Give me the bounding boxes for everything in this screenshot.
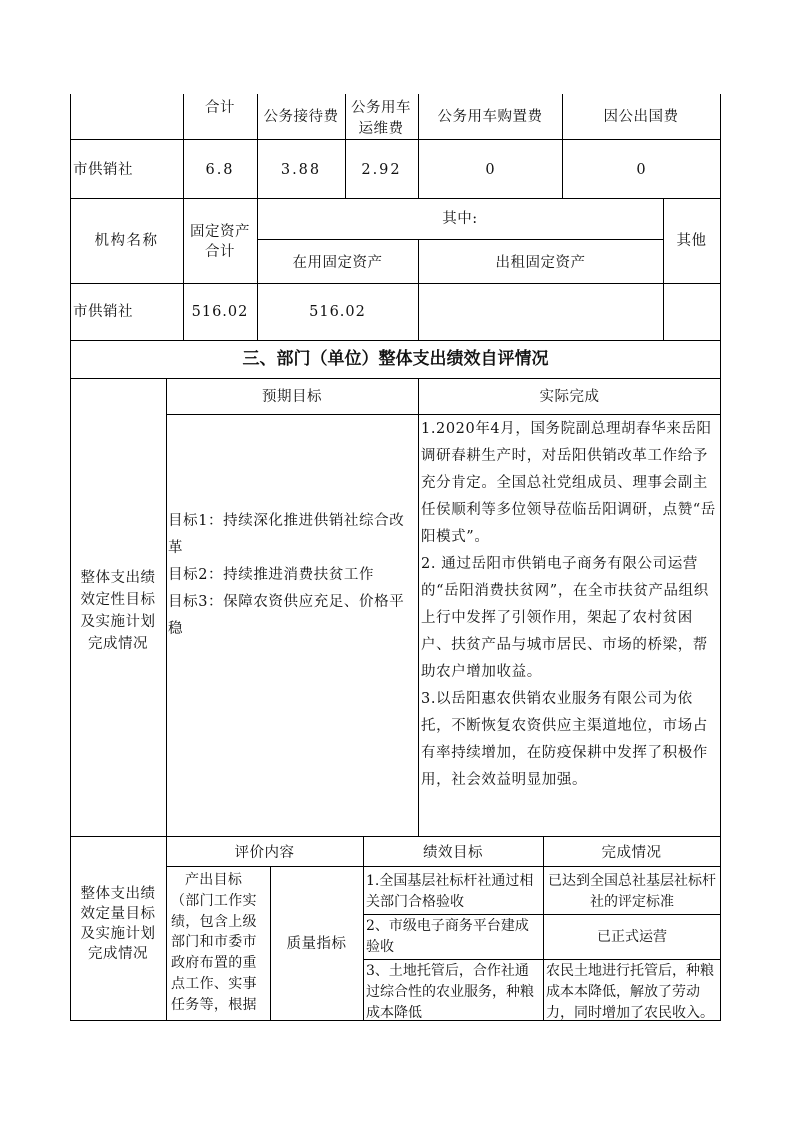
expense-header-vehicle-operation: 公务用车运维费 [351,100,411,137]
expense-row-reception: 3.88 [280,162,322,178]
assets-row-in-use: 516.02 [309,304,366,320]
expense-header-total: 合计 [205,100,235,116]
qualitative-col-expected: 预期目标 [262,389,322,405]
assets-row-fixed-total: 516.02 [191,304,249,320]
qualitative-col-actual: 实际完成 [539,389,600,405]
expense-header-vehicle-purchase: 公务用车购置费 [437,109,543,125]
expected-goal-2: 目标2：持续推进消费扶贫工作 [168,567,375,583]
assets-header-in-use: 在用固定资产 [292,255,383,271]
assets-header-org-name: 机构名称 [94,233,159,249]
quantitative-col-target: 绩效目标 [423,845,483,861]
expense-row-overseas: 0 [636,162,646,178]
target-row-1: 1.全国基层社标杆社通过相关部门合格验收 [366,873,534,910]
actual-item-1: 1.2020年4月，国务院副总理胡春华来岳阳调研春耕生产时，对岳阳供销改革工作给予充分肯定。全国总社党组成员、理事会副主任侯顺利等多位领导莅临岳阳调研，点赞“岳阳模式”。 [421,421,716,545]
actual-item-2: 2. 通过岳阳市供销电子商务有限公司运营的“岳阳消费扶贫网”，在全市扶贫产品组织上行中发挥了引领作用，架起了农村贫困户、扶贫产品与城市居民、市场的桥梁，帮助农户增加收益。 [421,556,709,680]
done-row-2: 已正式运营 [597,929,667,945]
expense-header-reception: 公务接待费 [263,109,339,125]
expected-goal-3: 目标3：保障农资供应充足、价格平稳 [168,594,405,637]
expense-row-vehicle-operation: 2.92 [361,162,402,178]
expense-row-org: 市供销社 [73,162,133,178]
done-row-1: 已达到全国总社基层社标杆社的评定标准 [548,873,716,910]
assets-row-org: 市供销社 [73,304,133,320]
quality-indicator-label: 质量指标 [286,936,347,952]
assets-header-leased: 出租固定资产 [495,255,586,271]
quantitative-row-label: 整体支出绩效定量目标及实施计划完成情况 [80,886,156,962]
qualitative-row-label: 整体支出绩效定性目标及实施计划完成情况 [80,570,156,652]
expense-row-vehicle-purchase: 0 [485,162,495,178]
target-row-3: 3、土地托管后，合作社通过综合性的农业服务，种粮成本降低 [366,963,534,1021]
quantitative-col-done: 完成情况 [601,845,662,861]
assets-header-of-which: 其中: [442,211,478,227]
section-title: 三、部门（单位）整体支出绩效自评情况 [242,349,549,369]
assets-header-fixed-total: 固定资产合计 [190,224,250,260]
output-target-label: 产出目标（部门工作实绩，包含上级部门和市委市政府布置的重点工作、实事任务等，根据 [171,872,257,1013]
expected-goal-1: 目标1：持续深化推进供销社综合改革 [168,513,405,556]
done-row-3: 农民土地进行托管后，种粮成本本降低，解放了劳动力，同时增加了农民收入。 [546,963,714,1021]
actual-item-3: 3.以岳阳惠农供销农业服务有限公司为依托，不断恢复农资供应主渠道地位，市场占有率持续增加，在防疫保耕中发挥了积极作用，社会效益明显加强。 [421,691,708,788]
quantitative-col-content: 评价内容 [234,845,295,861]
expense-row-total: 6.8 [205,162,235,178]
assets-header-other: 其他 [676,233,707,249]
target-row-2: 2、市级电子商务平台建成验收 [366,918,529,955]
expense-header-overseas: 因公出国费 [603,109,679,125]
actual-completion-list [421,416,718,794]
expected-goals-list [168,508,415,643]
